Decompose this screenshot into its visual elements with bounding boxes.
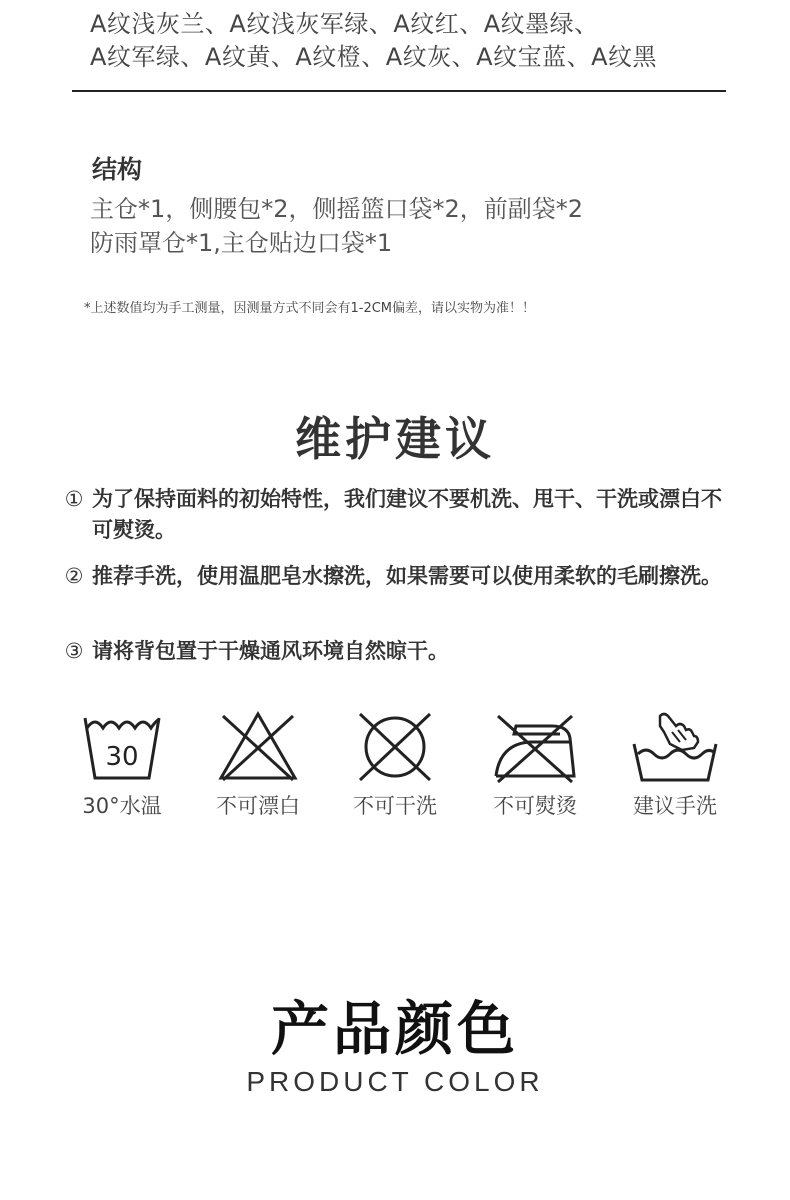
care-symbol-hand-wash — [605, 708, 745, 820]
care-item-text: 请将背包置于干燥通风环境自然晾干。 — [92, 639, 449, 663]
care-item-text: 推荐手洗，使用温肥皂水擦洗，如果需要可以使用柔软的毛刷擦洗。 — [92, 564, 722, 588]
care-item-number: ③ — [64, 639, 84, 663]
divider — [72, 90, 726, 92]
structure-title: 结构 — [92, 155, 143, 184]
structure-line-2: 防雨罩仓*1,主仓贴边口袋*1 — [90, 229, 393, 257]
structure-details — [90, 192, 583, 260]
no-iron-icon — [490, 708, 580, 784]
care-symbol-no-dry-clean — [325, 708, 465, 820]
care-item-text: 为了保持面料的初始特性，我们建议不要机洗、甩干、干洗或漂白不可熨烫。 — [92, 487, 722, 542]
care-symbol-no-iron — [465, 708, 605, 820]
care-symbol-no-bleach — [188, 708, 328, 820]
structure-line-1: 主仓*1，侧腰包*2，侧摇篮口袋*2，前副袋*2 — [90, 195, 584, 223]
care-symbol-label: 不可熨烫 — [493, 794, 577, 818]
care-symbol-label: 不可干洗 — [353, 794, 437, 818]
care-item-3 — [62, 636, 742, 667]
color-list — [90, 8, 770, 74]
care-item-number: ② — [64, 564, 84, 588]
care-symbol-label: 30°水温 — [82, 794, 162, 818]
care-item-number: ① — [64, 487, 84, 511]
no-dry-clean-icon — [350, 708, 440, 784]
color-list-line-2: A纹军绿、A纹黄、A纹橙、A纹灰、A纹宝蓝、A纹黑 — [90, 43, 658, 71]
care-symbol-label: 建议手洗 — [633, 794, 717, 818]
care-symbol-wash-30 — [52, 708, 192, 820]
wash-30-icon — [77, 708, 167, 784]
hand-wash-icon — [630, 708, 720, 784]
care-item-1 — [62, 484, 742, 546]
care-symbols — [60, 708, 750, 838]
care-symbol-label: 不可漂白 — [216, 794, 300, 818]
measurement-note: *上述数值均为手工测量，因测量方式不同会有1-2CM偏差，请以实物为准！！ — [84, 301, 536, 316]
product-color-title: 产品颜色 — [270, 995, 519, 1063]
color-list-line-1: A纹浅灰兰、A纹浅灰军绿、A纹红、A纹墨绿、 — [90, 10, 599, 38]
care-item-2 — [62, 561, 742, 592]
care-title: 维护建议 — [295, 412, 495, 466]
product-color-subtitle: PRODUCT COLOR — [246, 1066, 544, 1097]
wash-temperature-number: 30 — [105, 742, 139, 772]
no-bleach-icon — [213, 708, 303, 784]
